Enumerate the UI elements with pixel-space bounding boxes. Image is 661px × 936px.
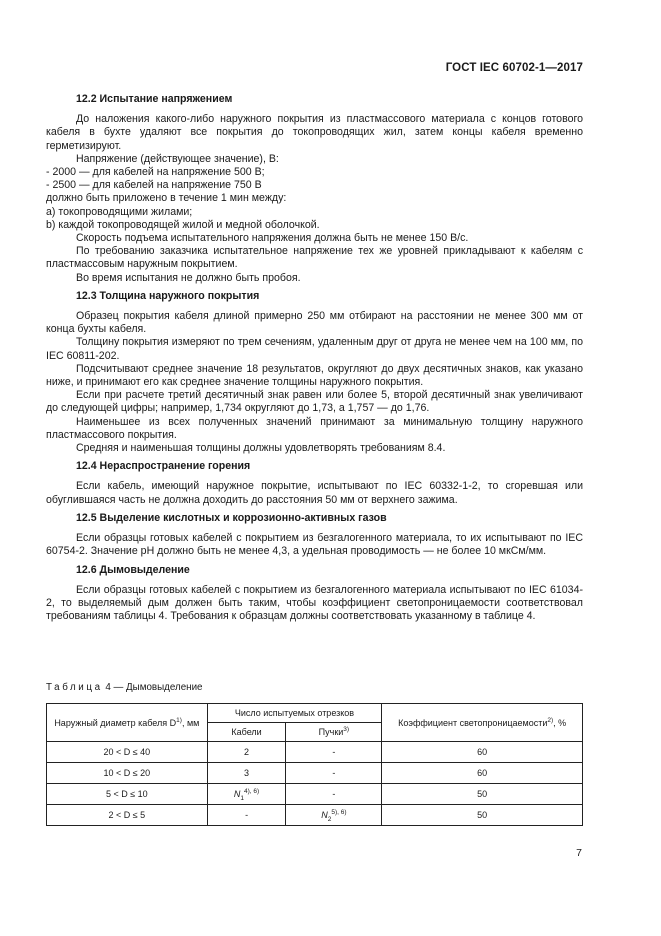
section-title: 12.5 Выделение кислотных и коррозионно-активных газов [76, 511, 387, 524]
table-row [47, 742, 583, 763]
page-number: 7 [576, 847, 582, 859]
table-caption-text: 4 — Дымовыделение [105, 682, 203, 693]
header-bundles: Пучки$^{3)}$ [286, 723, 382, 742]
document-body [46, 93, 583, 628]
table-row [47, 805, 583, 826]
cell-bundles: - [286, 763, 382, 784]
paragraph: По требованию заказчика испытательное напряжение тех же уровней прикладывают к кабелям с пластмассовым наружным покрытием. [46, 245, 583, 271]
table-row [47, 784, 583, 805]
cell-diameter: 5 < D ≤ 10 [47, 784, 208, 805]
header-transmittance: Коэффициент светопроницаемости$^{2)}$, % [382, 704, 583, 742]
header-diameter: Наружный диаметр кабеля $D^{1)}$, мм [47, 704, 208, 742]
cell-coef: 50 [382, 805, 583, 826]
cell-bundles: - [286, 784, 382, 805]
header-sample-count: Число испытуемых отрезков [207, 704, 382, 723]
paragraph: Подсчитывают среднее значение 18 результатов, округляют до двух десятичных знаков, как указано ниже, и принимают его как среднее значение толщины наружного покрытия. [46, 362, 583, 389]
cell-bundles: $N_2^{5), 6)}$ [286, 805, 382, 826]
cell-cables: 2 [207, 742, 286, 763]
section-12-6 [46, 564, 583, 624]
paragraph: Скорость подъема испытательного напряжения должна быть не менее 150 В/с. [76, 232, 469, 245]
cell-coef: 60 [382, 763, 583, 784]
paragraph: Если при расчете третий десятичный знак равен или более 5, второй десятичный знак увеличивают до следующей цифры; например, 1,734 округляют до 1,73, а 1,757 — до 1,76. [46, 389, 583, 415]
paragraph: Если образцы готовых кабелей с покрытием из безгалогенного материала, то их испытывают по IEC 60754-2. Значение pH должно быть не менее 4,3, а удельная проводимость — не более 10 мкСм/мм. [46, 532, 583, 558]
cell-cables: - [207, 805, 286, 826]
cell-diameter: 10 < D ≤ 20 [47, 763, 208, 784]
section-title: 12.2 Испытание напряжением [76, 93, 233, 105]
standard-header: ГОСТ IEC 60702-1—2017 [445, 62, 583, 74]
cell-cables: $N_1^{4), 6)}$ [207, 784, 286, 805]
paragraph: Толщину покрытия измеряют по трем сечениям, удаленным друг от друга не менее чем на 100 мм, по IEC 60811-202. [46, 336, 583, 362]
paragraph: Напряжение (действующее значение), В: [76, 152, 279, 165]
smoke-emission-table [46, 703, 583, 826]
paragraph: До наложения какого-либо наружного покрытия из пластмассового материала с концов готового кабеля в бухте удаляют все покрытия до токопроводящих жил, затем концы кабеля временно герметизируют. [46, 113, 583, 152]
cell-bundles: - [286, 742, 382, 763]
table-caption [46, 682, 203, 693]
section-title: 12.4 Нераспространение горения [76, 460, 251, 473]
header-cables: Кабели [207, 723, 286, 742]
paragraph: Если образцы готовых кабелей с покрытием из безгалогенного материала испытывают по IEC 61034-2, то выделяемый дым должен быть таким, чтобы коэффициент светопроницаемости соответствовал требованиям таблицы 4. Требования к образцам должны соответствовать указанному в таблице 4. [46, 583, 583, 623]
cell-coef: 60 [382, 742, 583, 763]
paragraph: Наименьшее из всех полученных значений принимают за минимальную толщину наружного пластмассового покрытия. [46, 415, 583, 441]
section-12-5 [46, 512, 583, 559]
section-12-2 [46, 93, 583, 285]
section-12-4 [46, 460, 583, 507]
paragraph: Средняя и наименьшая толщины должны удовлетворять требованиям 8.4. [76, 442, 446, 455]
cell-diameter: 20 < D ≤ 40 [47, 742, 208, 763]
list-item: - 2000 — для кабелей на напряжение 500 В; [46, 166, 265, 179]
cell-coef: 50 [382, 784, 583, 805]
table-caption-word: Таблица [46, 682, 103, 693]
cell-cables: 3 [207, 763, 286, 784]
paragraph: должно быть приложено в течение 1 мин между: [46, 192, 287, 205]
paragraph: Образец покрытия кабеля длиной примерно 250 мм отбирают на расстоянии не менее 300 мм от конца бухты кабеля. [46, 310, 583, 336]
cell-diameter: 2 < D ≤ 5 [47, 805, 208, 826]
list-item: а) токопроводящими жилами; [46, 205, 193, 218]
section-title: 12.3 Толщина наружного покрытия [76, 289, 260, 302]
list-item: - 2500 — для кабелей на напряжение 750 В [46, 179, 262, 192]
paragraph: Во время испытания не должно быть пробоя. [76, 271, 301, 284]
section-12-3 [46, 290, 583, 455]
section-title: 12.6 Дымовыделение [76, 563, 190, 576]
list-item: b) каждой токопроводящей жилой и медной оболочкой. [46, 218, 320, 231]
paragraph: Если кабель, имеющий наружное покрытие, испытывают по IEC 60332-1-2, то сгоревшая или обуглившаяся часть не должна доходить до расстояния 50 мм от верхнего зажима. [46, 480, 583, 506]
table-row [47, 763, 583, 784]
